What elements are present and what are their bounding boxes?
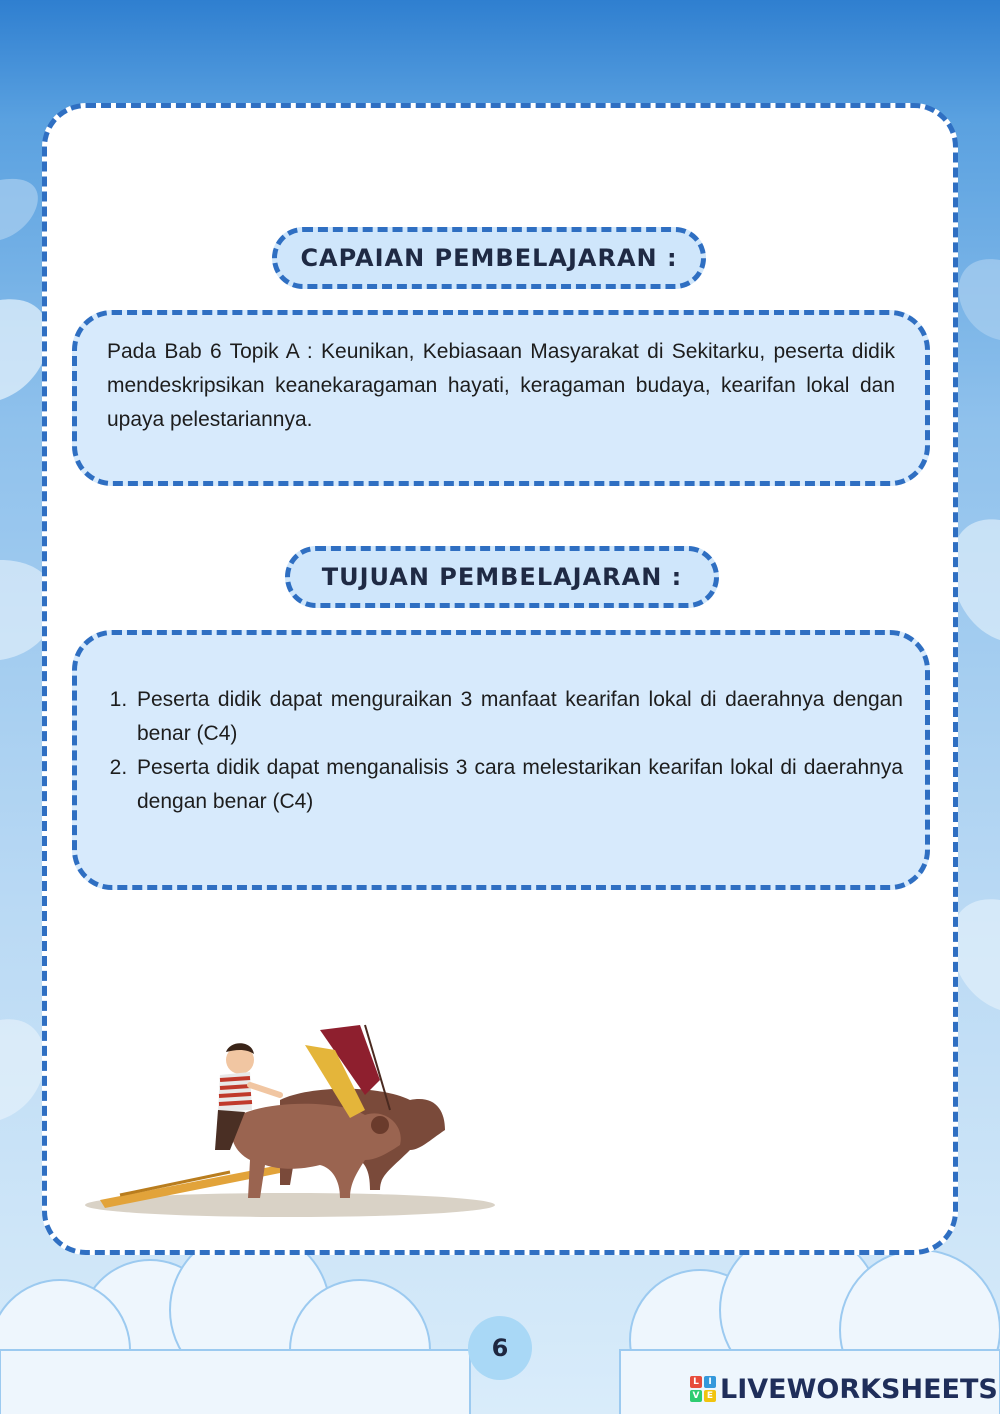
liveworksheets-logo-icon: L I V E <box>690 1376 716 1402</box>
capaian-text: Pada Bab 6 Topik A : Keunikan, Kebiasaan Masyarakat di Sekitarku, peserta didik mendeskripsikan keanekaragaman hayati, keragaman budaya, kearifan lokal dan upaya pelestariannya. <box>107 340 895 431</box>
karapan-sapi-illustration <box>80 1000 500 1230</box>
capaian-title-text: CAPAIAN PEMBELAJARAN : <box>300 244 678 272</box>
tujuan-title <box>285 546 719 608</box>
tujuan-list <box>77 635 925 819</box>
page-number-text: 6 <box>491 1334 509 1362</box>
cloud-left <box>0 1230 470 1414</box>
liveworksheets-watermark <box>690 1372 998 1406</box>
capaian-box <box>72 310 930 486</box>
watermark-text: LIVEWORKSHEETS <box>720 1373 998 1405</box>
page-number <box>468 1316 532 1380</box>
tujuan-item-2: 2. Peserta didik dapat menganalisis 3 cara melestarikan kearifan lokal di daerahnya dengan benar (C4) <box>133 751 903 819</box>
tujuan-title-text: TUJUAN PEMBELAJARAN : <box>321 563 683 591</box>
tujuan-item-1: 1. Peserta didik dapat menguraikan 3 manfaat kearifan lokal di daerahnya dengan benar (C4) <box>133 683 903 751</box>
capaian-title <box>272 227 706 289</box>
tujuan-box <box>72 630 930 890</box>
